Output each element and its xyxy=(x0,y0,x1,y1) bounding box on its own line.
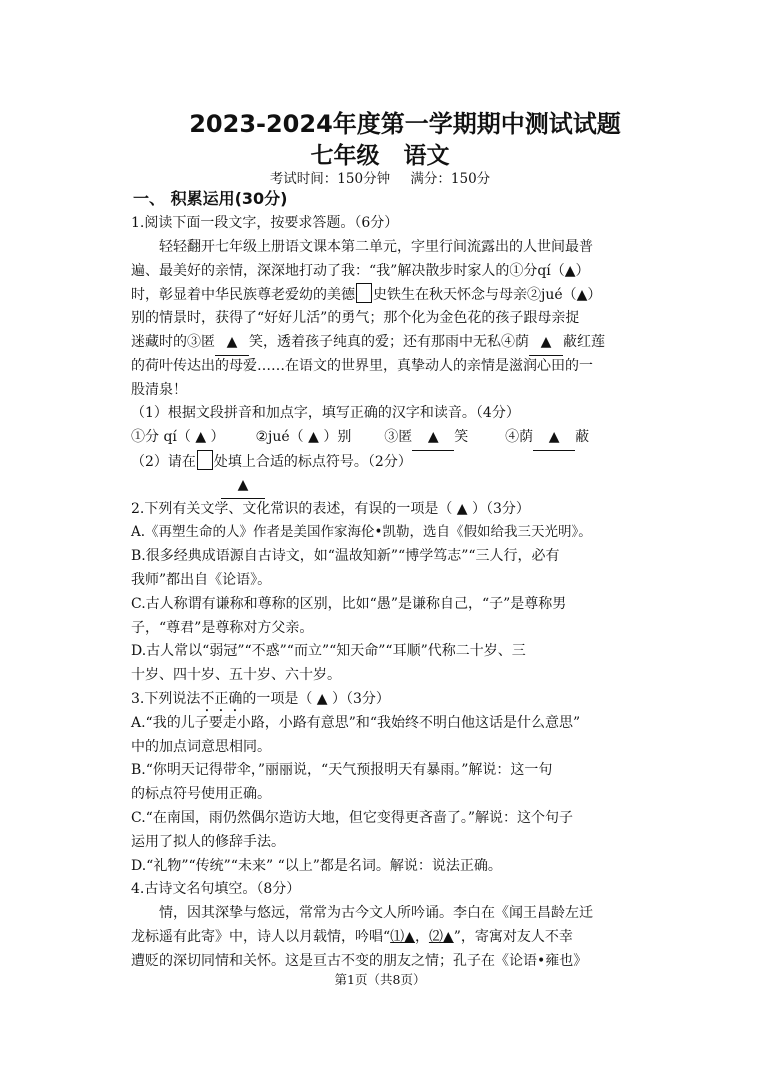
q2-option-d: D.古人常以“弱冠”“不惑”“而立”“知天命”“耳顺”代称二十岁、三 xyxy=(131,643,526,660)
q4-passage-line: 情，因其深挚与悠远，常常为古今文人所吟诵。李白在《闻王昌龄左迁 xyxy=(159,905,593,922)
q2-option-c: 子，“尊君”是尊称对方父亲。 xyxy=(131,619,314,636)
item-1: ①分 qí（ ▲ ） xyxy=(131,429,225,446)
full-score: 满分：150分 xyxy=(410,171,491,187)
q2-option-b: 我师”都出自《论语》。 xyxy=(131,571,272,588)
q3-option-c: C.“在南国，雨仍然偶尔造访大地，但它变得更吝啬了。”解说：这个句子 xyxy=(131,809,573,826)
q3-option-a: A.“我的儿子要走小路，小路有意思”和“我始终不明白他这话是什么意思” xyxy=(131,714,581,731)
punctuation-box[interactable] xyxy=(197,450,213,470)
q2-option-d: 十岁、四十岁、五十岁、六十岁。 xyxy=(131,667,341,684)
q3-option-a: 中的加点词意思相同。 xyxy=(131,738,271,755)
item-4-label: ④荫 xyxy=(505,429,534,446)
q4-passage-line: 遭贬的深切同情和关怀。这是亘古不变的朋友之情；孔子在《论语•雍也》 xyxy=(131,952,588,969)
q3-option-c: 运用了拟人的修辞手法。 xyxy=(131,833,285,850)
q1-sub1-prompt: （1）根据文段拼音和加点字，填写正确的汉字和读音。（4分） xyxy=(131,405,520,422)
q1-passage-line xyxy=(131,331,641,355)
q4-text: ， xyxy=(414,928,429,945)
q1-passage-line: 的荷叶传达出的母爱……在语文的世界里，真挚动人的亲情是滋润心田的一 xyxy=(131,357,593,374)
passage-text: 蔽红莲 xyxy=(563,333,605,350)
q2-prompt: 2.下列有关文学、文化常识的表述，有误的一项是（ ▲ ）（3分） xyxy=(131,500,530,517)
q1-prompt: 1.阅读下面一段文字，按要求答题。（6分） xyxy=(131,215,399,231)
q3-emphasis: 不正确 xyxy=(200,690,243,707)
q3-option-b: B.“你明天记得带伞，”丽丽说，“天气预报明天有暴雨。”解说：这一句 xyxy=(131,762,553,779)
punctuation-box[interactable] xyxy=(356,283,372,303)
item-3-suffix: 笑 xyxy=(454,429,469,446)
exam-time: 考试时间：150分钟 xyxy=(269,171,391,187)
q1-sub2-answer xyxy=(131,474,641,498)
q4-passage-line xyxy=(131,926,641,950)
passage-text: 迷藏时的③匿 xyxy=(131,333,215,350)
item-2: ②jué（ ▲ ）别 xyxy=(255,429,352,446)
q1-passage-line: 遍、最美好的亲情，深深地打动了我：“我”解决散步时家人的①分qí（▲） xyxy=(131,262,590,279)
q4-prompt: 4.古诗文名句填空。（8分） xyxy=(131,881,301,898)
answer-blank[interactable]: ▲ xyxy=(412,426,454,451)
q4-text: ”，寄寓对友人不幸 xyxy=(453,928,573,945)
exam-title: 2023-2024年度第一学期期中测试试题 xyxy=(189,110,621,138)
q4-text: 龙标遥有此寄》中，诗人以月载情，吟唱“ xyxy=(131,928,391,945)
q3-prompt xyxy=(131,688,641,712)
answer-blank[interactable]: ⑴▲ xyxy=(390,928,415,945)
q1-sub2-prompt xyxy=(131,450,641,474)
q3-text: 3.下列说法 xyxy=(131,690,201,707)
q1-passage-line xyxy=(131,283,641,307)
q1-passage-line: 轻轻翻开七年级上册语文课本第二单元，字里行间流露出的人世间最普 xyxy=(159,238,593,255)
answer-blank[interactable]: ⑵▲ xyxy=(428,928,454,945)
q3-option-d: D.“礼物”“传统”“未来” “以上”都是名词。解说：说法正确。 xyxy=(131,857,502,874)
item-4-suffix: 蔽 xyxy=(575,429,590,446)
q1-passage-line: 股清泉！ xyxy=(131,381,187,398)
subject-label: 语文 xyxy=(403,143,450,169)
item-3-label: ③匿 xyxy=(384,429,413,446)
passage-text: 时，彰显着中华民族尊老爱幼的美德 xyxy=(131,287,355,304)
exam-subtitle xyxy=(0,137,760,170)
q2-option-b: B.很多经典成语源自古诗文，如“温故知新”“博学笃志”“三人行，必有 xyxy=(131,548,560,565)
sub2-text: 处填上合适的标点符号。（2分） xyxy=(213,453,412,470)
q1-sub1-items xyxy=(131,426,641,450)
passage-text: 史铁生在秋天怀念与母亲②jué（▲） xyxy=(373,287,602,304)
passage-text: 笑，透着孩子纯真的爱；还有那雨中无私④荫 xyxy=(249,333,529,350)
q1-passage-line: 别的情景时，获得了“好好儿活”的勇气；那个化为金色花的孩子跟母亲捉 xyxy=(131,310,580,327)
section-heading: 一、 积累运用(30分) xyxy=(133,189,288,208)
q3-text: 的一项是（ ▲ ）（3分） xyxy=(242,690,390,707)
answer-blank[interactable]: ▲ xyxy=(529,331,563,356)
q3-option-b: 的标点符号使用正确。 xyxy=(131,786,271,803)
answer-blank[interactable]: ▲ xyxy=(215,331,249,356)
answer-blank[interactable]: ▲ xyxy=(221,474,265,499)
page-footer: 第1页（共8页） xyxy=(334,972,426,987)
grade-label: 七年级 xyxy=(310,143,380,169)
answer-blank[interactable]: ▲ xyxy=(533,426,575,451)
sub2-text: （2）请在 xyxy=(131,453,196,470)
q2-option-c: C.古人称谓有谦称和尊称的区别，比如“愚”是谦称自己，“子”是尊称男 xyxy=(131,595,567,612)
question-body xyxy=(131,212,641,974)
exam-meta xyxy=(0,167,760,187)
q2-option-a: A.《再塑生命的人》作者是美国作家海伦•凯勒，选自《假如给我三天光明》。 xyxy=(131,524,592,541)
